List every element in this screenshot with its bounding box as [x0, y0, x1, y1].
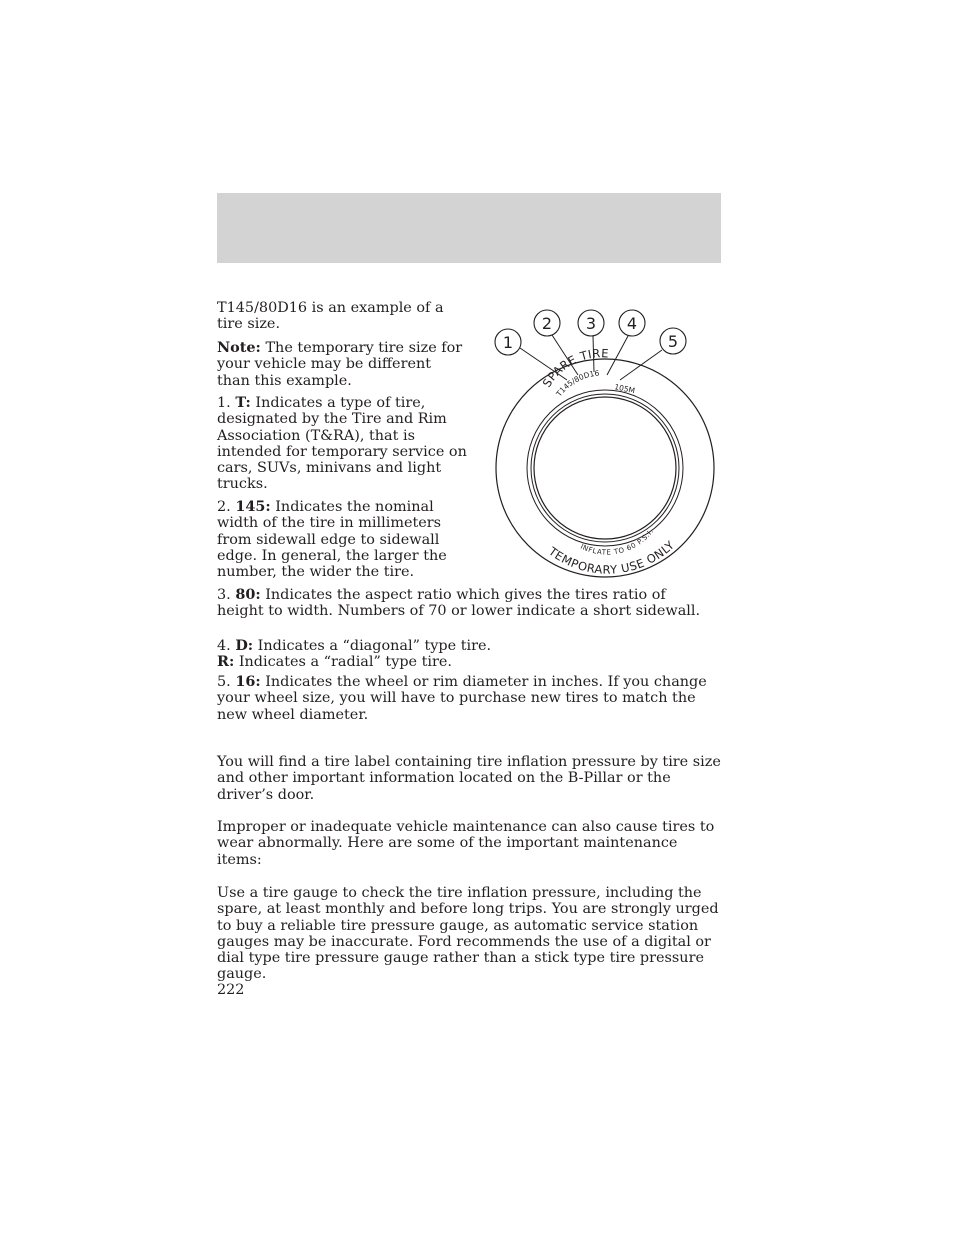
inflate-textpath: INFLATE TO 60 P.S.I. [579, 527, 656, 557]
load-index-text: 105M [613, 382, 636, 396]
item-code: R: [217, 653, 235, 671]
spare-tire-textpath: SPARE TIRE [539, 346, 610, 390]
item-number: 4. [217, 638, 236, 654]
list-item-1 [217, 395, 467, 493]
tire-outline [496, 359, 714, 577]
rim-middle-ring [531, 394, 679, 542]
note-paragraph [217, 340, 467, 389]
list-item-2 [217, 499, 467, 580]
tire-size-example [217, 300, 467, 333]
section-header-bar [217, 193, 721, 263]
note-label: Note: [217, 339, 261, 356]
tire-outer-ring [496, 359, 714, 577]
item-number: 3. [217, 587, 236, 603]
rim-outer-ring [527, 390, 683, 546]
paragraph-text: Improper or inadequate vehicle maintenance can also cause tires to wear abnormally. Here are some of the important maintenance items: [217, 819, 715, 868]
callout-2-label: 2 [541, 314, 553, 333]
item-number: 1. [217, 395, 236, 411]
item-code: 80: [235, 586, 261, 603]
rim-inner-ring [534, 397, 676, 539]
callout-1-label: 1 [502, 333, 514, 352]
leader-line-4 [607, 336, 628, 375]
callout-2 [534, 310, 560, 336]
temporary-use-textpath: TEMPORARY USE ONLY [546, 537, 678, 577]
item-text: Indicates a “radial” type tire. [234, 654, 452, 671]
callout-5-label: 5 [667, 332, 679, 351]
callout-4 [619, 310, 645, 336]
callout-5 [660, 328, 686, 354]
maintenance-paragraph [217, 819, 725, 868]
spare-tire-diagram [490, 304, 720, 594]
item-code: D: [235, 637, 254, 654]
tire-gauge-paragraph [217, 885, 725, 983]
item-number: 5. [217, 674, 236, 690]
paragraph-text: Use a tire gauge to check the tire inflation pressure, including the spare, at least monthly and before long trips. You are strongly urged to buy a reliable tire pressure gauge, as automatic service station gauges may be inaccurate. Ford recommends the use of a digital or dial type tire pressure gauge rather than a stick type tire pressure gauge. [217, 885, 719, 983]
callout-4-label: 4 [626, 314, 638, 333]
tire-label-location-paragraph [217, 754, 725, 803]
list-item-5 [217, 674, 725, 723]
item-code: 145: [235, 498, 271, 515]
item-text: Indicates a “diagonal” type tire. [253, 638, 492, 654]
item-code: 16: [235, 673, 261, 690]
callout-3 [578, 310, 604, 336]
list-item-4 [217, 638, 725, 671]
example-text: T145/80D16 is an example of a tire size. [217, 300, 444, 333]
item-number: 2. [217, 499, 236, 515]
item-code: T: [235, 394, 251, 411]
note-text: The temporary tire size for your vehicle may be different than this example. [217, 340, 463, 389]
item-text: Indicates the aspect ratio which gives the tires ratio of height to width. Numbers of 70 or lower indicate a short sidewall. [217, 587, 701, 620]
tire-size-textpath: T145/80D16 [554, 368, 600, 399]
temporary-use-text [545, 537, 677, 576]
callout-1 [495, 329, 521, 355]
page-number: 222 [217, 982, 245, 998]
item-text: Indicates the nominal width of the tire in millimeters from sidewall edge to sidewall edge. In general, the larger the number, the wider the tire. [217, 499, 447, 581]
inflate-text [579, 527, 655, 556]
item-text: Indicates a type of tire, designated by the Tire and Rim Association (T&RA), that is intended for temporary service on cars, SUVs, minivans and light trucks. [217, 395, 467, 493]
item-text: Indicates the wheel or rim diameter in inches. If you change your wheel size, you will have to purchase new tires to match the new wheel diameter. [217, 674, 707, 723]
paragraph-text: You will find a tire label containing tire inflation pressure by tire size and other important information located on the B-Pillar or the driver’s door. [217, 754, 721, 803]
callout-3-label: 3 [585, 314, 597, 333]
